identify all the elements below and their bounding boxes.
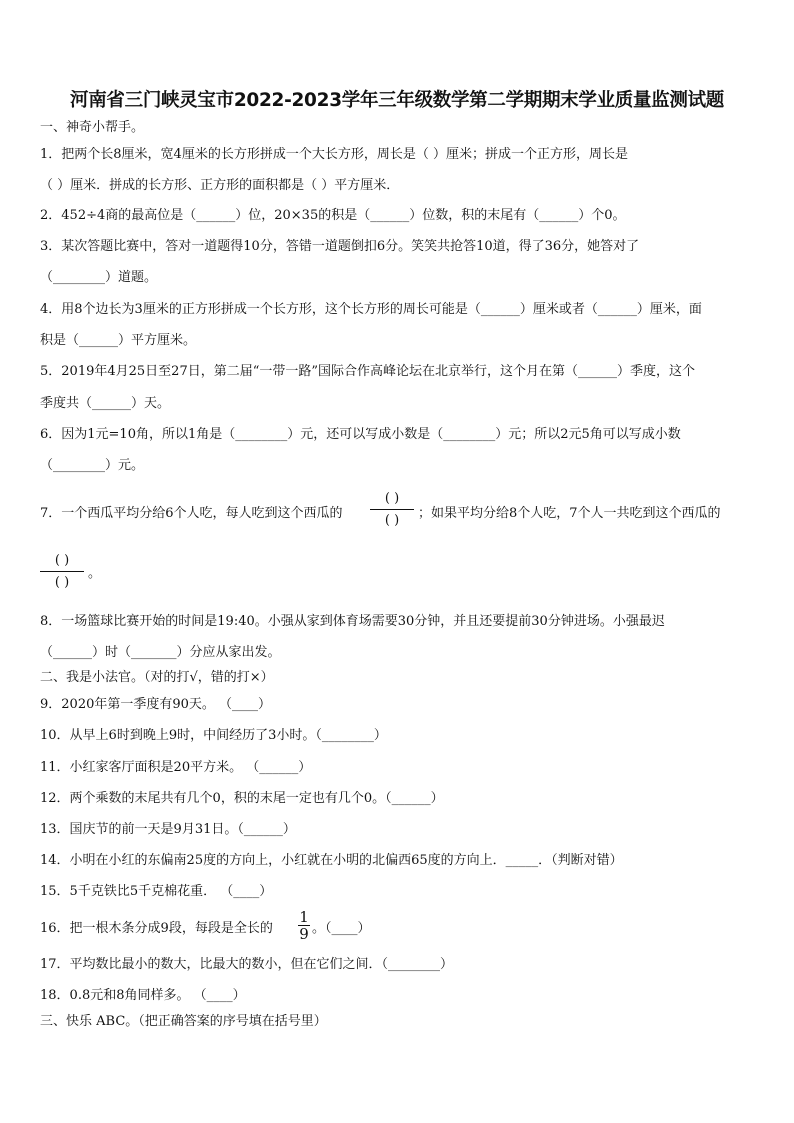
question-7-text-right: ；如果平均分给8个人吃，7个人一共吃到这个西瓜的 — [418, 506, 721, 521]
question-2: 2．452÷4商的最高位是（______）位，20×35的积是（______）位数，积的末尾有（______）个0。 — [40, 208, 626, 223]
question-5-line-1: 5．2019年4月25日至27日，第二届“一带一路”国际合作高峰论坛在北京举行，这个月在第（______）季度，这个 — [40, 364, 696, 379]
fraction-numerator-blank: ( ) — [384, 491, 400, 506]
question-16-text-right: 。（____） — [312, 921, 371, 936]
fraction-numerator-blank: ( ) — [54, 553, 70, 568]
question-17: 17．平均数比最小的数大，比最大的数小，但在它们之间．（________） — [40, 957, 454, 972]
question-3-line-2: （________）道题。 — [40, 270, 158, 285]
question-1-line-2: （ ）厘米．拼成的长方形、正方形的面积都是（ ）平方厘米． — [40, 178, 400, 193]
question-13: 13．国庆节的前一天是9月31日。（______） — [40, 822, 296, 837]
question-15: 15．5千克铁比5千克棉花重． （____） — [40, 884, 273, 899]
fraction-bar — [370, 509, 414, 510]
question-4-line-1: 4．用8个边长为3厘米的正方形拼成一个长方形，这个长方形的周长可能是（______）厘米或者（______）厘米，面 — [40, 302, 702, 317]
fraction-numerator: 1 — [299, 908, 309, 926]
question-6-line-1: 6．因为1元=10角，所以1角是（________）元，还可以写成小数是（________）元；所以2元5角可以写成小数 — [40, 427, 681, 442]
question-7-end: 。 — [88, 566, 102, 581]
section-1-heading: 一、神奇小帮手。 — [40, 120, 145, 135]
question-4-line-2: 积是（______）平方厘米。 — [40, 333, 197, 348]
page-title: 河南省三门峡灵宝市2022-2023学年三年级数学第二学期期末学业质量监测试题 — [70, 90, 724, 111]
question-18: 18．0.8元和8角同样多。 （____） — [40, 988, 246, 1003]
section-2-heading: 二、我是小法官。（对的打√，错的打×） — [40, 670, 274, 685]
question-9: 9．2020年第一季度有90天。 （____） — [40, 697, 272, 712]
question-7-fraction-1 — [370, 491, 414, 528]
question-10: 10．从早上6时到晚上9时，中间经历了3小时。（________） — [40, 728, 387, 743]
question-8-line-1: 8．一场篮球比赛开始的时间是19:40。小强从家到体育场需要30分钟，并且还要提前30分钟进场。小强最迟 — [40, 614, 665, 629]
question-16-fraction — [298, 910, 310, 941]
fraction-denominator-blank: ( ) — [54, 575, 70, 590]
question-5-line-2: 季度共（______）天。 — [40, 396, 171, 411]
fraction-bar — [40, 571, 84, 572]
section-3-heading: 三、快乐 ABC。（把正确答案的序号填在括号里） — [40, 1014, 327, 1029]
question-7-text-left: 7．一个西瓜平均分给6个人吃，每人吃到这个西瓜的 — [40, 506, 343, 521]
question-16-text-left: 16．把一根木条分成9段，每段是全长的 — [40, 921, 273, 936]
question-12: 12．两个乘数的末尾共有几个0，积的末尾一定也有几个0。（______） — [40, 791, 444, 806]
question-14: 14．小明在小红的东偏南25度的方向上，小红就在小明的北偏西65度的方向上．_____．（判断对错） — [40, 853, 623, 868]
question-1-line-1: 1．把两个长8厘米，宽4厘米的长方形拼成一个大长方形，周长是（ ）厘米；拼成一个正方形，周长是 — [40, 147, 628, 162]
question-6-line-2: （________）元。 — [40, 458, 145, 473]
question-11: 11．小红家客厅面积是20平方米。 （______） — [40, 760, 312, 775]
question-8-line-2: （______）时（_______）分应从家出发。 — [40, 645, 281, 660]
question-3-line-1: 3．某次答题比赛中，答对一道题得10分，答错一道题倒扣6分。笑笑共抢答10道，得了36分，她答对了 — [40, 239, 640, 254]
question-7-fraction-2 — [40, 553, 84, 590]
fraction-denominator: 9 — [299, 925, 309, 943]
fraction-denominator-blank: ( ) — [384, 513, 400, 528]
